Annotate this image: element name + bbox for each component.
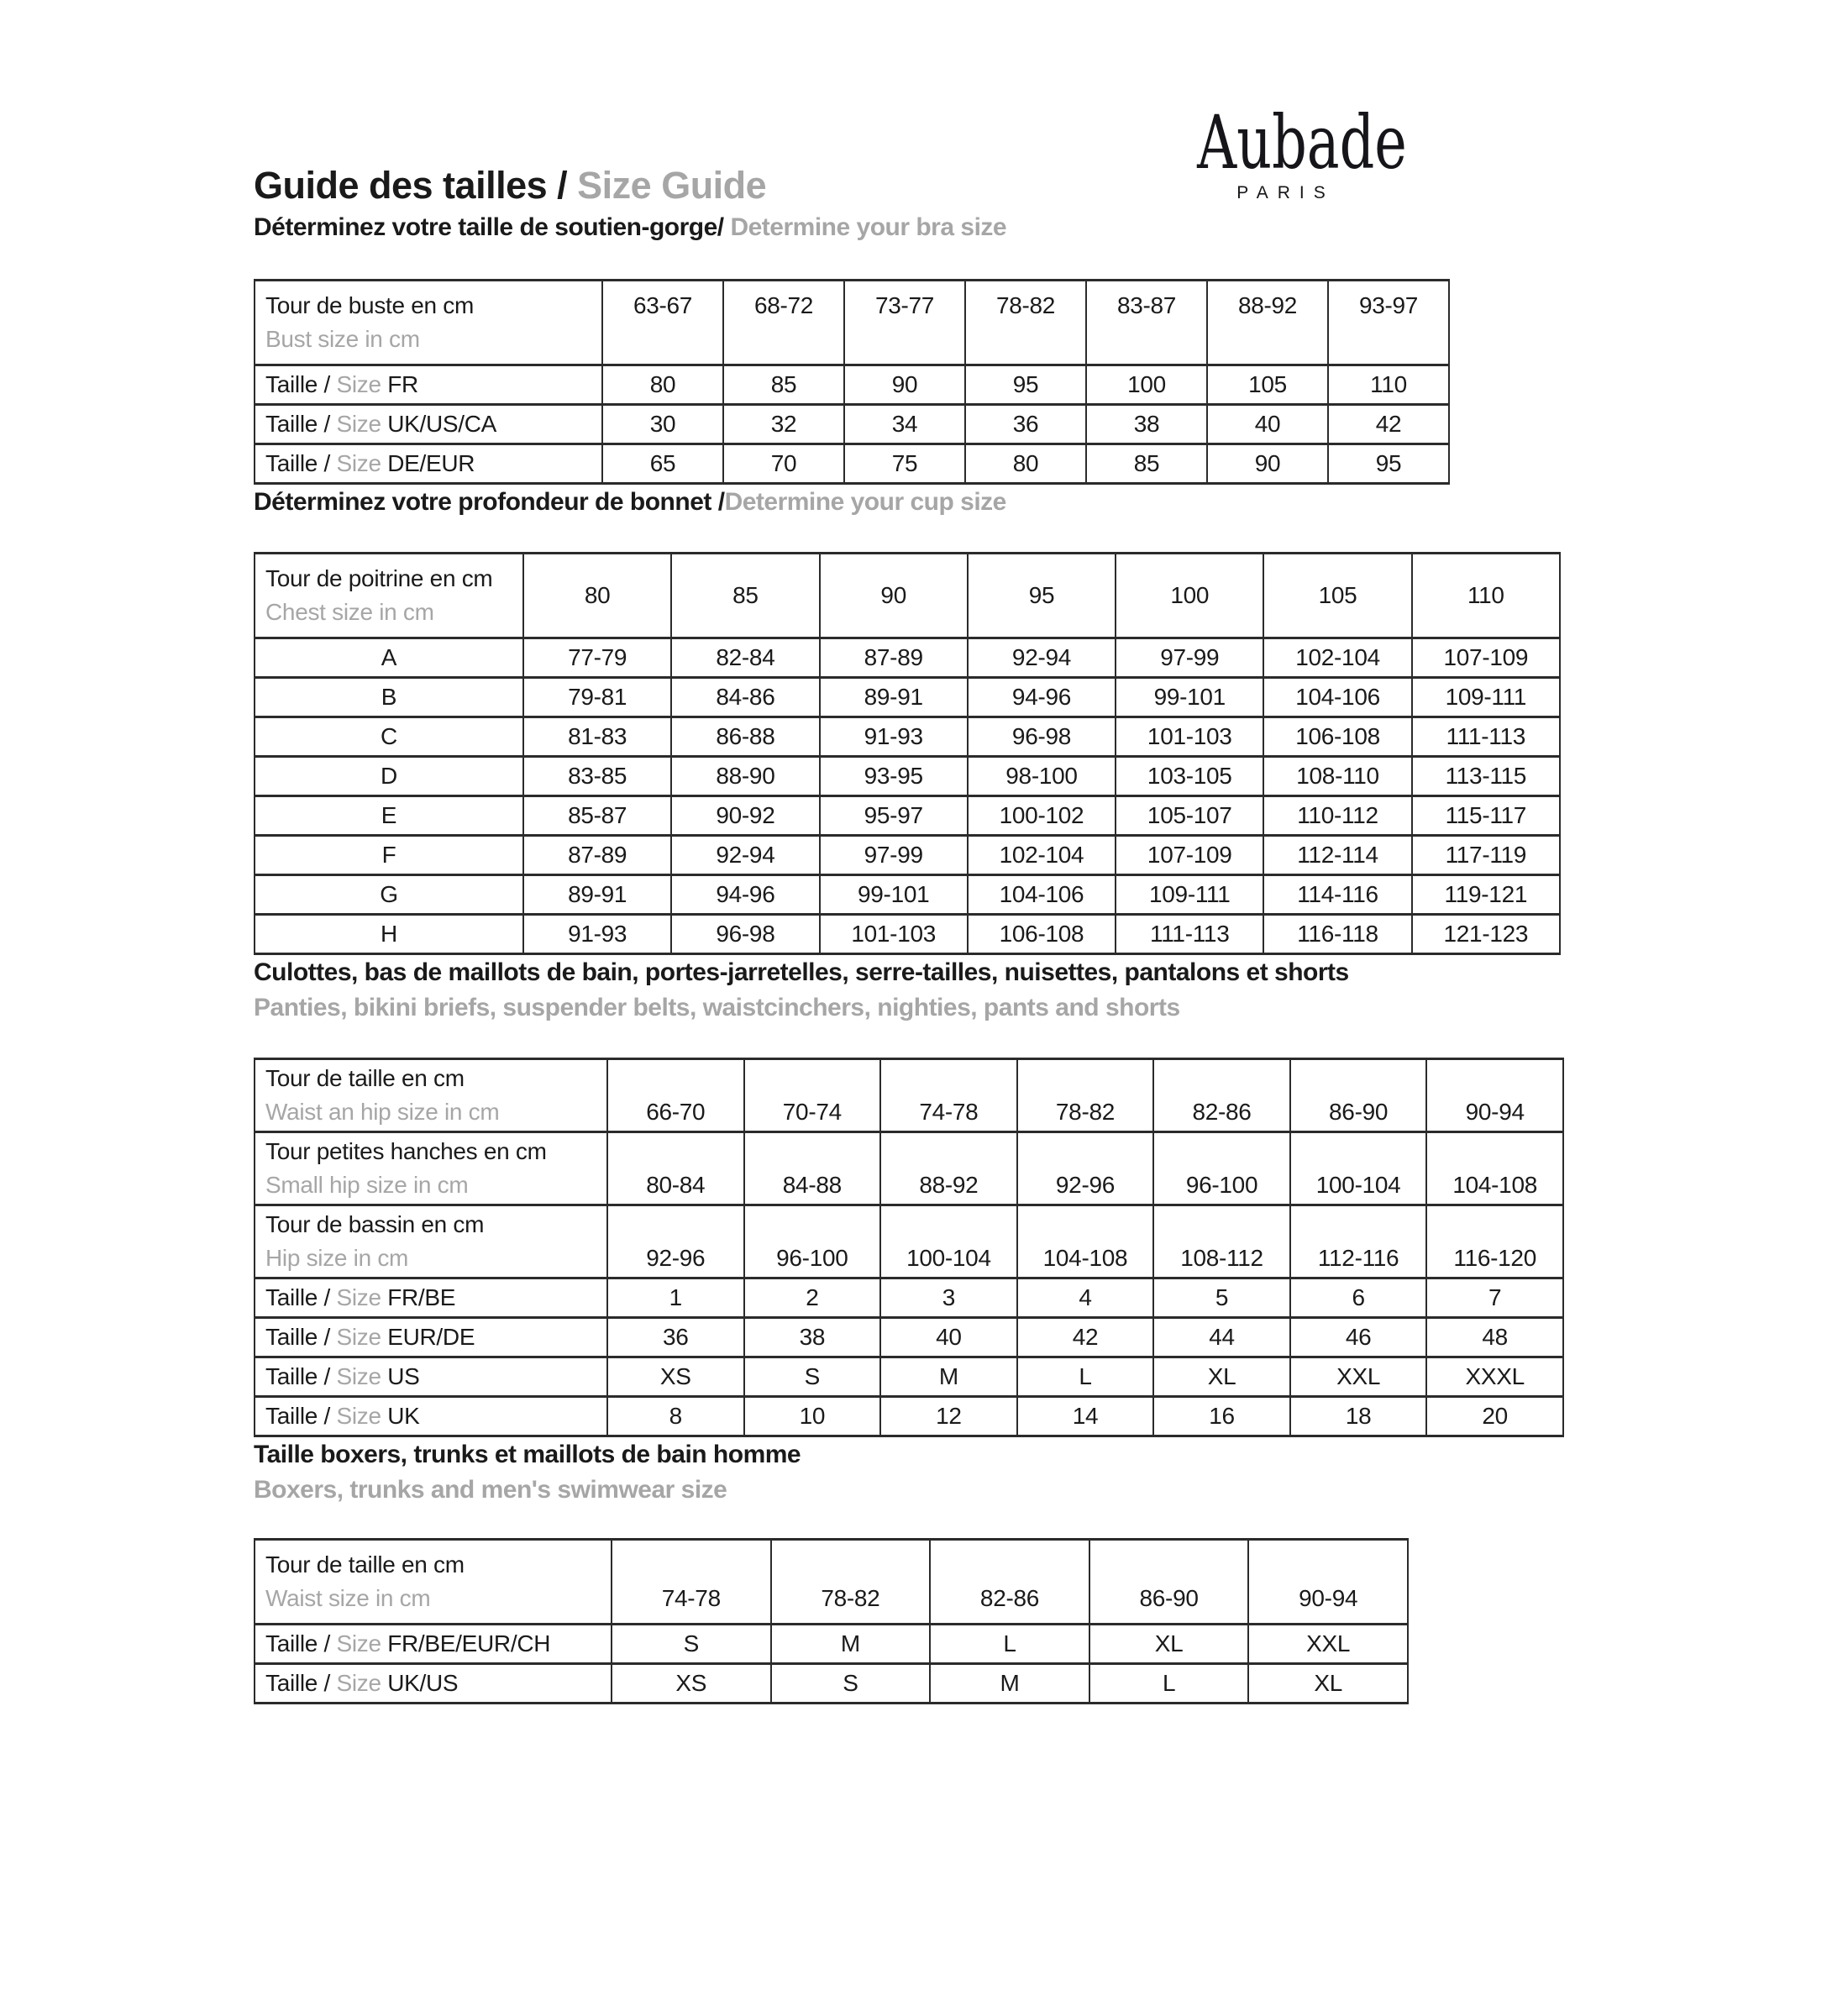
value-cell: XL <box>1248 1664 1408 1704</box>
value-cell: 14 <box>1017 1397 1154 1436</box>
page-title <box>254 161 1848 210</box>
value-cell: 102-104 <box>1263 638 1411 678</box>
value-cell: 112-114 <box>1263 836 1411 875</box>
value-cell: 82-84 <box>671 638 819 678</box>
value-cell: 90 <box>820 554 968 638</box>
value-cell: M <box>771 1625 931 1664</box>
value-cell: L <box>1017 1357 1154 1397</box>
value-cell: 97-99 <box>820 836 968 875</box>
value-cell: 6 <box>1290 1278 1427 1318</box>
value-cell: 89-91 <box>523 875 671 915</box>
value-cell: 96-98 <box>968 717 1116 757</box>
value-cell: L <box>1089 1664 1249 1704</box>
row-label-cell: Tour de taille en cm Waist an hip size in cm <box>255 1059 607 1132</box>
value-cell: 90-94 <box>1248 1540 1408 1625</box>
value-cell: 109-111 <box>1412 678 1560 717</box>
row-label-cell: Taille / Size UK/US/CA <box>255 405 602 444</box>
value-cell: 40 <box>880 1318 1017 1357</box>
value-cell: 65 <box>602 444 723 484</box>
value-cell: 109-111 <box>1116 875 1263 915</box>
value-cell: 42 <box>1017 1318 1154 1357</box>
value-cell: M <box>930 1664 1089 1704</box>
value-cell: 90 <box>844 365 965 405</box>
value-cell: 99-101 <box>820 875 968 915</box>
value-cell: 70 <box>723 444 844 484</box>
value-cell: 111-113 <box>1412 717 1560 757</box>
value-cell: 90 <box>1207 444 1328 484</box>
value-cell: 36 <box>607 1318 744 1357</box>
bottoms-heading-en: Panties, bikini briefs, suspender belts, waistcinchers, nighties, pants and shorts <box>254 994 1180 1021</box>
value-cell: 110-112 <box>1263 796 1411 836</box>
value-cell: 74-78 <box>880 1059 1017 1132</box>
value-cell: L <box>930 1625 1089 1664</box>
value-cell: 86-90 <box>1290 1059 1427 1132</box>
bottoms-heading <box>254 955 1848 1026</box>
value-cell: XL <box>1089 1625 1249 1664</box>
value-cell: 104-108 <box>1426 1132 1563 1205</box>
value-cell: 78-82 <box>771 1540 931 1625</box>
value-cell: 85 <box>723 365 844 405</box>
value-cell: 114-116 <box>1263 875 1411 915</box>
row-label-cell: Tour de buste en cm Bust size in cm <box>255 281 602 365</box>
value-cell: 96-98 <box>671 915 819 954</box>
value-cell: 92-94 <box>968 638 1116 678</box>
value-cell: 79-81 <box>523 678 671 717</box>
value-cell: 2 <box>744 1278 881 1318</box>
bra-size-heading-en: Determine your bra size <box>723 213 1007 241</box>
row-label-cell: E <box>255 796 523 836</box>
value-cell: 80-84 <box>607 1132 744 1205</box>
row-label-cell: C <box>255 717 523 757</box>
value-cell: 32 <box>723 405 844 444</box>
value-cell: XS <box>607 1357 744 1397</box>
value-cell: 99-101 <box>1116 678 1263 717</box>
value-cell: 66-70 <box>607 1059 744 1132</box>
value-cell: 96-100 <box>744 1205 881 1278</box>
value-cell: 95 <box>968 554 1116 638</box>
row-label-cell: Tour petites hanches en cm Small hip size in cm <box>255 1132 607 1205</box>
value-cell: 80 <box>965 444 1086 484</box>
value-cell: 100-102 <box>968 796 1116 836</box>
value-cell: XL <box>1153 1357 1290 1397</box>
value-cell: 105 <box>1263 554 1411 638</box>
value-cell: 82-86 <box>930 1540 1089 1625</box>
value-cell: 83-87 <box>1086 281 1207 365</box>
value-cell: 89-91 <box>820 678 968 717</box>
value-cell: 84-88 <box>744 1132 881 1205</box>
cup-size-table <box>254 552 1561 955</box>
value-cell: 84-86 <box>671 678 819 717</box>
value-cell: S <box>771 1664 931 1704</box>
value-cell: 1 <box>607 1278 744 1318</box>
value-cell: 100 <box>1086 365 1207 405</box>
value-cell: 5 <box>1153 1278 1290 1318</box>
row-label-cell: Taille / Size UK <box>255 1397 607 1436</box>
value-cell: 101-103 <box>820 915 968 954</box>
row-label-cell: F <box>255 836 523 875</box>
value-cell: 105 <box>1207 365 1328 405</box>
value-cell: 95 <box>1328 444 1449 484</box>
value-cell: 18 <box>1290 1397 1427 1436</box>
row-label-cell: B <box>255 678 523 717</box>
value-cell: 104-106 <box>968 875 1116 915</box>
value-cell: 110 <box>1328 365 1449 405</box>
value-cell: XS <box>612 1664 771 1704</box>
value-cell: 38 <box>744 1318 881 1357</box>
value-cell: 105-107 <box>1116 796 1263 836</box>
value-cell: 103-105 <box>1116 757 1263 796</box>
value-cell: 116-120 <box>1426 1205 1563 1278</box>
mens-heading-en: Boxers, trunks and men's swimwear size <box>254 1476 727 1504</box>
value-cell: 117-119 <box>1412 836 1560 875</box>
value-cell: 100 <box>1116 554 1263 638</box>
row-label-cell: Tour de bassin en cm Hip size in cm <box>255 1205 607 1278</box>
value-cell: 92-96 <box>1017 1132 1154 1205</box>
row-label-cell: D <box>255 757 523 796</box>
value-cell: 108-112 <box>1153 1205 1290 1278</box>
value-cell: M <box>880 1357 1017 1397</box>
value-cell: 30 <box>602 405 723 444</box>
value-cell: 119-121 <box>1412 875 1560 915</box>
mens-heading <box>254 1437 1848 1508</box>
value-cell: 106-108 <box>968 915 1116 954</box>
value-cell: 85-87 <box>523 796 671 836</box>
value-cell: 115-117 <box>1412 796 1560 836</box>
aubade-logo <box>1168 99 1407 203</box>
value-cell: 34 <box>844 405 965 444</box>
value-cell: 97-99 <box>1116 638 1263 678</box>
row-label-cell: Taille / Size EUR/DE <box>255 1318 607 1357</box>
value-cell: 81-83 <box>523 717 671 757</box>
value-cell: 96-100 <box>1153 1132 1290 1205</box>
bra-size-heading-fr: Déterminez votre taille de soutien-gorge/ <box>254 213 724 241</box>
value-cell: 95-97 <box>820 796 968 836</box>
value-cell: 107-109 <box>1412 638 1560 678</box>
row-label-cell: Tour de poitrine en cm Chest size in cm <box>255 554 523 638</box>
value-cell: 80 <box>523 554 671 638</box>
row-label-cell: H <box>255 915 523 954</box>
value-cell: 46 <box>1290 1318 1427 1357</box>
bottoms-heading-fr: Culottes, bas de maillots de bain, portes-jarretelles, serre-tailles, nuisettes, pantalons et shorts <box>254 958 1349 986</box>
cup-size-heading-en: Determine your cup size <box>724 488 1006 516</box>
value-cell: 86-90 <box>1089 1540 1249 1625</box>
value-cell: 93-97 <box>1328 281 1449 365</box>
cup-size-heading-fr: Déterminez votre profondeur de bonnet / <box>254 488 725 516</box>
value-cell: 93-95 <box>820 757 968 796</box>
page-title-en: Size Guide <box>567 164 767 207</box>
row-label-cell: Taille / Size DE/EUR <box>255 444 602 484</box>
value-cell: 92-94 <box>671 836 819 875</box>
value-cell: 82-86 <box>1153 1059 1290 1132</box>
value-cell: 104-108 <box>1017 1205 1154 1278</box>
value-cell: S <box>612 1625 771 1664</box>
logo-wordmark: Aubade <box>1197 99 1407 186</box>
value-cell: 70-74 <box>744 1059 881 1132</box>
page-title-fr: Guide des tailles / <box>254 164 568 207</box>
value-cell: 95 <box>965 365 1086 405</box>
value-cell: 83-85 <box>523 757 671 796</box>
value-cell: 92-96 <box>607 1205 744 1278</box>
value-cell: 102-104 <box>968 836 1116 875</box>
bottoms-size-table <box>254 1058 1564 1437</box>
row-label-cell: Taille / Size FR/BE/EUR/CH <box>255 1625 612 1664</box>
value-cell: 94-96 <box>968 678 1116 717</box>
value-cell: 48 <box>1426 1318 1563 1357</box>
value-cell: 12 <box>880 1397 1017 1436</box>
value-cell: 42 <box>1328 405 1449 444</box>
value-cell: 87-89 <box>820 638 968 678</box>
value-cell: 91-93 <box>820 717 968 757</box>
row-label-cell: Taille / Size FR <box>255 365 602 405</box>
value-cell: 77-79 <box>523 638 671 678</box>
value-cell: 40 <box>1207 405 1328 444</box>
value-cell: 16 <box>1153 1397 1290 1436</box>
value-cell: 63-67 <box>602 281 723 365</box>
value-cell: 20 <box>1426 1397 1563 1436</box>
logo-city: PARIS <box>1236 183 1335 202</box>
value-cell: 116-118 <box>1263 915 1411 954</box>
value-cell: 112-116 <box>1290 1205 1427 1278</box>
mens-size-table <box>254 1538 1409 1704</box>
value-cell: 106-108 <box>1263 717 1411 757</box>
value-cell: XXL <box>1248 1625 1408 1664</box>
value-cell: 94-96 <box>671 875 819 915</box>
value-cell: 78-82 <box>965 281 1086 365</box>
value-cell: S <box>744 1357 881 1397</box>
value-cell: 98-100 <box>968 757 1116 796</box>
cup-size-heading <box>254 485 1848 520</box>
row-label-cell: G <box>255 875 523 915</box>
value-cell: 121-123 <box>1412 915 1560 954</box>
value-cell: 75 <box>844 444 965 484</box>
bra-size-heading <box>254 210 1848 245</box>
row-label-cell: A <box>255 638 523 678</box>
value-cell: 10 <box>744 1397 881 1436</box>
value-cell: 110 <box>1412 554 1560 638</box>
value-cell: 107-109 <box>1116 836 1263 875</box>
value-cell: 90-94 <box>1426 1059 1563 1132</box>
value-cell: XXXL <box>1426 1357 1563 1397</box>
value-cell: 44 <box>1153 1318 1290 1357</box>
row-label-cell: Taille / Size US <box>255 1357 607 1397</box>
value-cell: 74-78 <box>612 1540 771 1625</box>
value-cell: 38 <box>1086 405 1207 444</box>
value-cell: 113-115 <box>1412 757 1560 796</box>
row-label-cell: Tour de taille en cm Waist size in cm <box>255 1540 612 1625</box>
value-cell: 88-90 <box>671 757 819 796</box>
bra-size-table <box>254 279 1450 485</box>
value-cell: 108-110 <box>1263 757 1411 796</box>
value-cell: 7 <box>1426 1278 1563 1318</box>
value-cell: 8 <box>607 1397 744 1436</box>
value-cell: 100-104 <box>1290 1132 1427 1205</box>
value-cell: 100-104 <box>880 1205 1017 1278</box>
value-cell: 86-88 <box>671 717 819 757</box>
value-cell: 73-77 <box>844 281 965 365</box>
row-label-cell: Taille / Size UK/US <box>255 1664 612 1704</box>
value-cell: 3 <box>880 1278 1017 1318</box>
row-label-cell: Taille / Size FR/BE <box>255 1278 607 1318</box>
value-cell: 87-89 <box>523 836 671 875</box>
value-cell: XXL <box>1290 1357 1427 1397</box>
mens-heading-fr: Taille boxers, trunks et maillots de bain homme <box>254 1441 801 1468</box>
value-cell: 85 <box>671 554 819 638</box>
value-cell: 88-92 <box>880 1132 1017 1205</box>
value-cell: 36 <box>965 405 1086 444</box>
value-cell: 90-92 <box>671 796 819 836</box>
value-cell: 111-113 <box>1116 915 1263 954</box>
value-cell: 101-103 <box>1116 717 1263 757</box>
value-cell: 68-72 <box>723 281 844 365</box>
value-cell: 80 <box>602 365 723 405</box>
value-cell: 104-106 <box>1263 678 1411 717</box>
value-cell: 91-93 <box>523 915 671 954</box>
value-cell: 78-82 <box>1017 1059 1154 1132</box>
value-cell: 88-92 <box>1207 281 1328 365</box>
value-cell: 4 <box>1017 1278 1154 1318</box>
value-cell: 85 <box>1086 444 1207 484</box>
